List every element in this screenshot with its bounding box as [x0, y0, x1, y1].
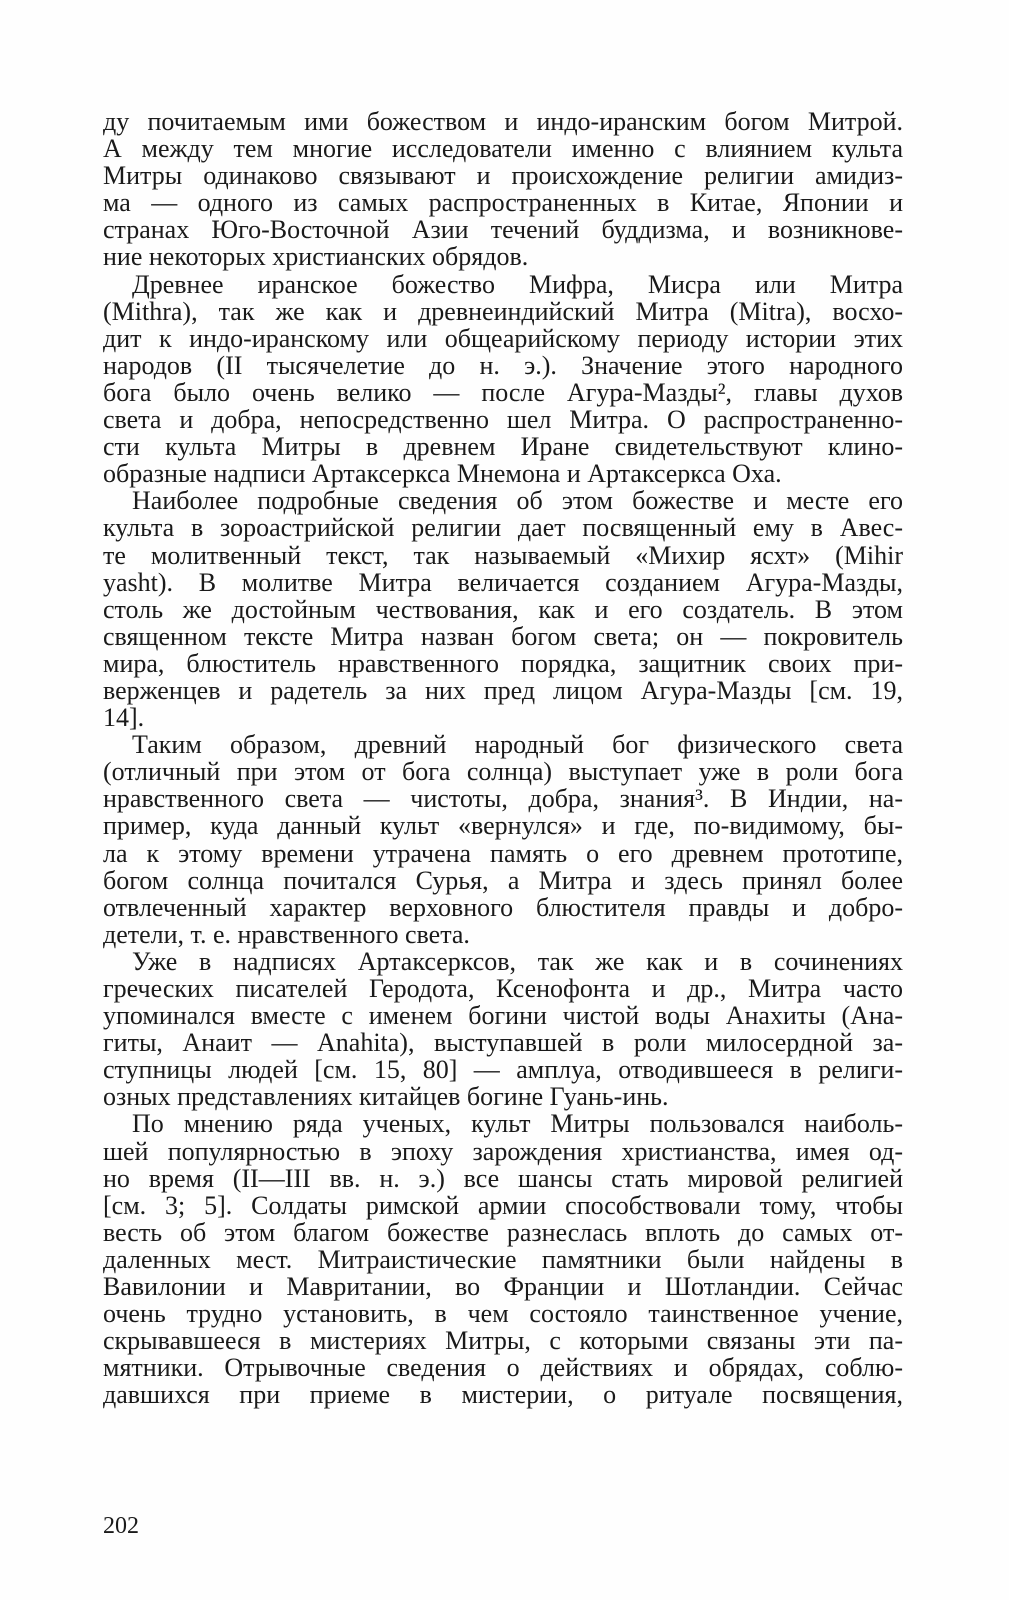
text-line: мира, блюститель нравственного порядка, защитник своих при- [103, 648, 903, 678]
text-line: образные надписи Артаксеркса Мнемона и Артаксеркса Оха. [103, 459, 782, 489]
text-line: По мнению ряда ученых, культ Митры пользовался наиболь- [132, 1109, 903, 1139]
text-line: очень трудно установить, в чем состояло таинственное учение, [103, 1299, 903, 1329]
text-line: шей популярностью в эпоху зарождения христианства, имея од- [103, 1136, 903, 1166]
text-line: культа в зороастрийской религии дает посвященный ему в Авес- [103, 513, 903, 543]
text-line: yasht). В молитве Митра величается созданием Агура-Мазды, [103, 567, 903, 597]
text-line: Вавилонии и Мавритании, во Франции и Шотландии. Сейчас [103, 1272, 903, 1302]
text-line: детели, т. е. нравственного света. [103, 919, 470, 949]
text-line: но время (II—III вв. н. э.) все шансы стать мировой религией [103, 1163, 903, 1193]
page-number: 202 [103, 1513, 139, 1539]
text-line: света и добра, непосредственно шел Митра. О распространенно- [103, 405, 903, 435]
text-line: (Mithra), так же как и древнеиндийский Митра (Mitra), восхо- [103, 296, 903, 326]
text-line: верженцев и радетель за них пред лицом Агура-Мазды [см. 19, [103, 675, 903, 705]
text-line: богом солнца почитался Сурья, а Митра и здесь принял более [103, 865, 903, 895]
text-line: ступницы людей [см. 15, 80] — амплуа, отводившееся в религи- [103, 1055, 903, 1085]
text-line: странах Юго-Восточной Азии течений буддизма, и возникнове- [103, 215, 903, 245]
text-line: ние некоторых христианских обрядов. [103, 242, 529, 272]
text-line: ду почитаемым ими божеством и индо-иранским богом Митрой. [103, 107, 903, 136]
text-line: ма — одного из самых распространенных в Китае, Японии и [103, 188, 903, 218]
text-line: озных представлениях китайцев богине Гуань-инь. [103, 1082, 669, 1112]
text-line: те молитвенный текст, так называемый «Михир ясхт» (Mihir [103, 540, 903, 570]
text-line: даленных мест. Митраистические памятники были найдены в [103, 1244, 903, 1274]
text-line: народов (II тысячелетие до н. э.). Значение этого народного [103, 350, 903, 380]
text-line: греческих писателей Геродота, Ксенофонта и др., Митра часто [103, 974, 903, 1003]
text-line: отвлеченный характер верховного блюстителя правды и добро- [103, 892, 903, 922]
text-line: пример, куда данный культ «вернулся» и где, по-видимому, бы- [103, 811, 903, 841]
text-line: А между тем многие исследователи именно с влиянием культа [103, 134, 903, 164]
text-line: мятники. Отрывочные сведения о действиях и обрядах, соблю- [103, 1353, 903, 1383]
text-line: Таким образом, древний народный бог физического света [132, 730, 903, 760]
text-line: священном тексте Митра назван богом света; он — покровитель [103, 621, 903, 651]
text-line: Наиболее подробные сведения об этом божестве и месте его [132, 486, 903, 516]
text-line: (отличный при этом от бога солнца) выступает уже в роли бога [103, 757, 903, 787]
text-line: Древнее иранское божество Мифра, Мисра или Митра [132, 269, 903, 299]
text-line: сти культа Митры в древнем Иране свидетельствуют клино- [103, 432, 903, 462]
text-line: скрывавшееся в мистериях Митры, с которыми связаны эти па- [103, 1326, 903, 1356]
text-line: столь же достойным чествования, как и его создатель. В этом [103, 594, 903, 624]
text-line: весть об этом благом божестве разнеслась вплоть до самых от- [103, 1217, 903, 1247]
text-line: [см. 3; 5]. Солдаты римской армии способствовали тому, чтобы [103, 1190, 903, 1220]
text-line: Митры одинаково связывают и происхождение религии амидиз- [103, 161, 903, 191]
text-line: 14]. [103, 703, 145, 733]
text-line: гиты, Анаит — Anahita), выступавшей в роли милосердной за- [103, 1028, 903, 1058]
text-line: бога было очень велико — после Агура-Мазды², главы духов [103, 377, 903, 407]
text-line: ла к этому времени утрачена память о его древнем прототипе, [103, 838, 903, 868]
body-text [103, 108, 903, 1409]
text-line: давшихся при приеме в мистерии, о ритуале посвящения, [103, 1380, 903, 1410]
text-line: упоминался вместе с именем богини чистой воды Анахиты (Ана- [103, 1001, 903, 1031]
text-line: дит к индо-иранскому или общеарийскому периоду истории этих [103, 323, 903, 353]
text-line: Уже в надписях Артаксерксов, так же как и в сочинениях [132, 946, 903, 976]
text-line: нравственного света — чистоты, добра, знания³. В Индии, на- [103, 784, 903, 814]
